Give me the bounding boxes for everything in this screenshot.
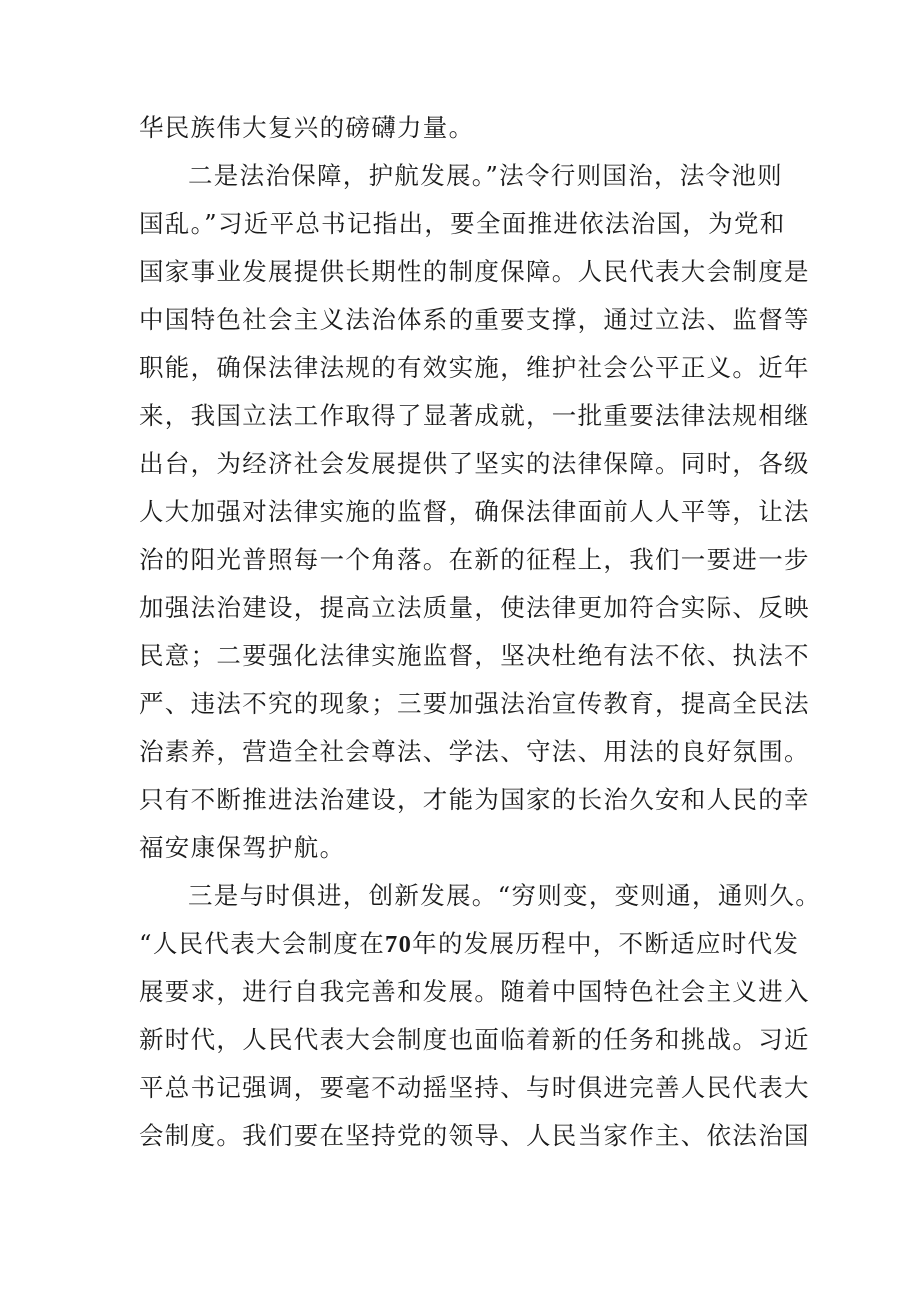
text-line: 新时代，人民代表大会制度也面临着新的任务和挑战。习近 [139,1025,810,1054]
year-number: 70 [385,931,413,958]
text-segment: 年的发展历程中，不断适应时代发 [412,929,800,958]
text-line-with-number [139,920,800,968]
text-line: 来，我国立法工作取得了显著成就，一批重要法律法规相继 [139,401,810,430]
text-line: 国家事业发展提供长期性的制度保障。人民代表大会制度是 [139,257,810,286]
paragraph-2-start: 二是法治保障，护航发展。”法令行则国治，法令池则 [188,161,783,190]
text-line: 国乱。”习近平总书记指出，要全面推进依法治国，为党和 [139,209,786,238]
text-line: 民意；二要强化法律实施监督，坚决杜绝有法不依、执法不 [139,641,810,670]
text-line: 中国特色社会主义法治体系的重要支撑，通过立法、监督等 [139,305,810,334]
text-line: 出台，为经济社会发展提供了坚实的法律保障。同时，各级 [139,449,810,478]
text-line: 严、违法不究的现象；三要加强法治宣传教育，提高全民法 [139,689,810,718]
text-line: 加强法治建设，提高立法质量，使法律更加符合实际、反映 [139,593,810,622]
text-line: 平总书记强调，要毫不动摇坚持、与时俱进完善人民代表大 [139,1073,810,1102]
text-line: 治素养，营造全社会尊法、学法、守法、用法的良好氛围。 [139,737,810,766]
text-line: 人大加强对法律实施的监督，确保法律面前人人平等，让法 [139,497,810,526]
text-line: 华民族伟大复兴的磅礴力量。 [139,113,475,142]
text-line: 展要求，进行自我完善和发展。随着中国特色社会主义进入 [139,977,810,1006]
text-line: 只有不断推进法治建设，才能为国家的长治久安和人民的幸 [139,785,810,814]
body-text [139,104,822,1160]
text-segment: “人民代表大会制度在 [139,929,386,958]
text-line: 会制度。我们要在坚持党的领导、人民当家作主、依法治国 [139,1121,810,1150]
paragraph-3-start: 三是与时俱进，创新发展。“穷则变，变则通，通则久。 [188,881,822,910]
text-line: 治的阳光普照每一个角落。在新的征程上，我们一要进一步 [139,545,810,574]
text-line: 职能，确保法律法规的有效实施，维护社会公平正义。近年 [139,353,810,382]
text-line: 福安康保驾护航。 [139,833,346,862]
